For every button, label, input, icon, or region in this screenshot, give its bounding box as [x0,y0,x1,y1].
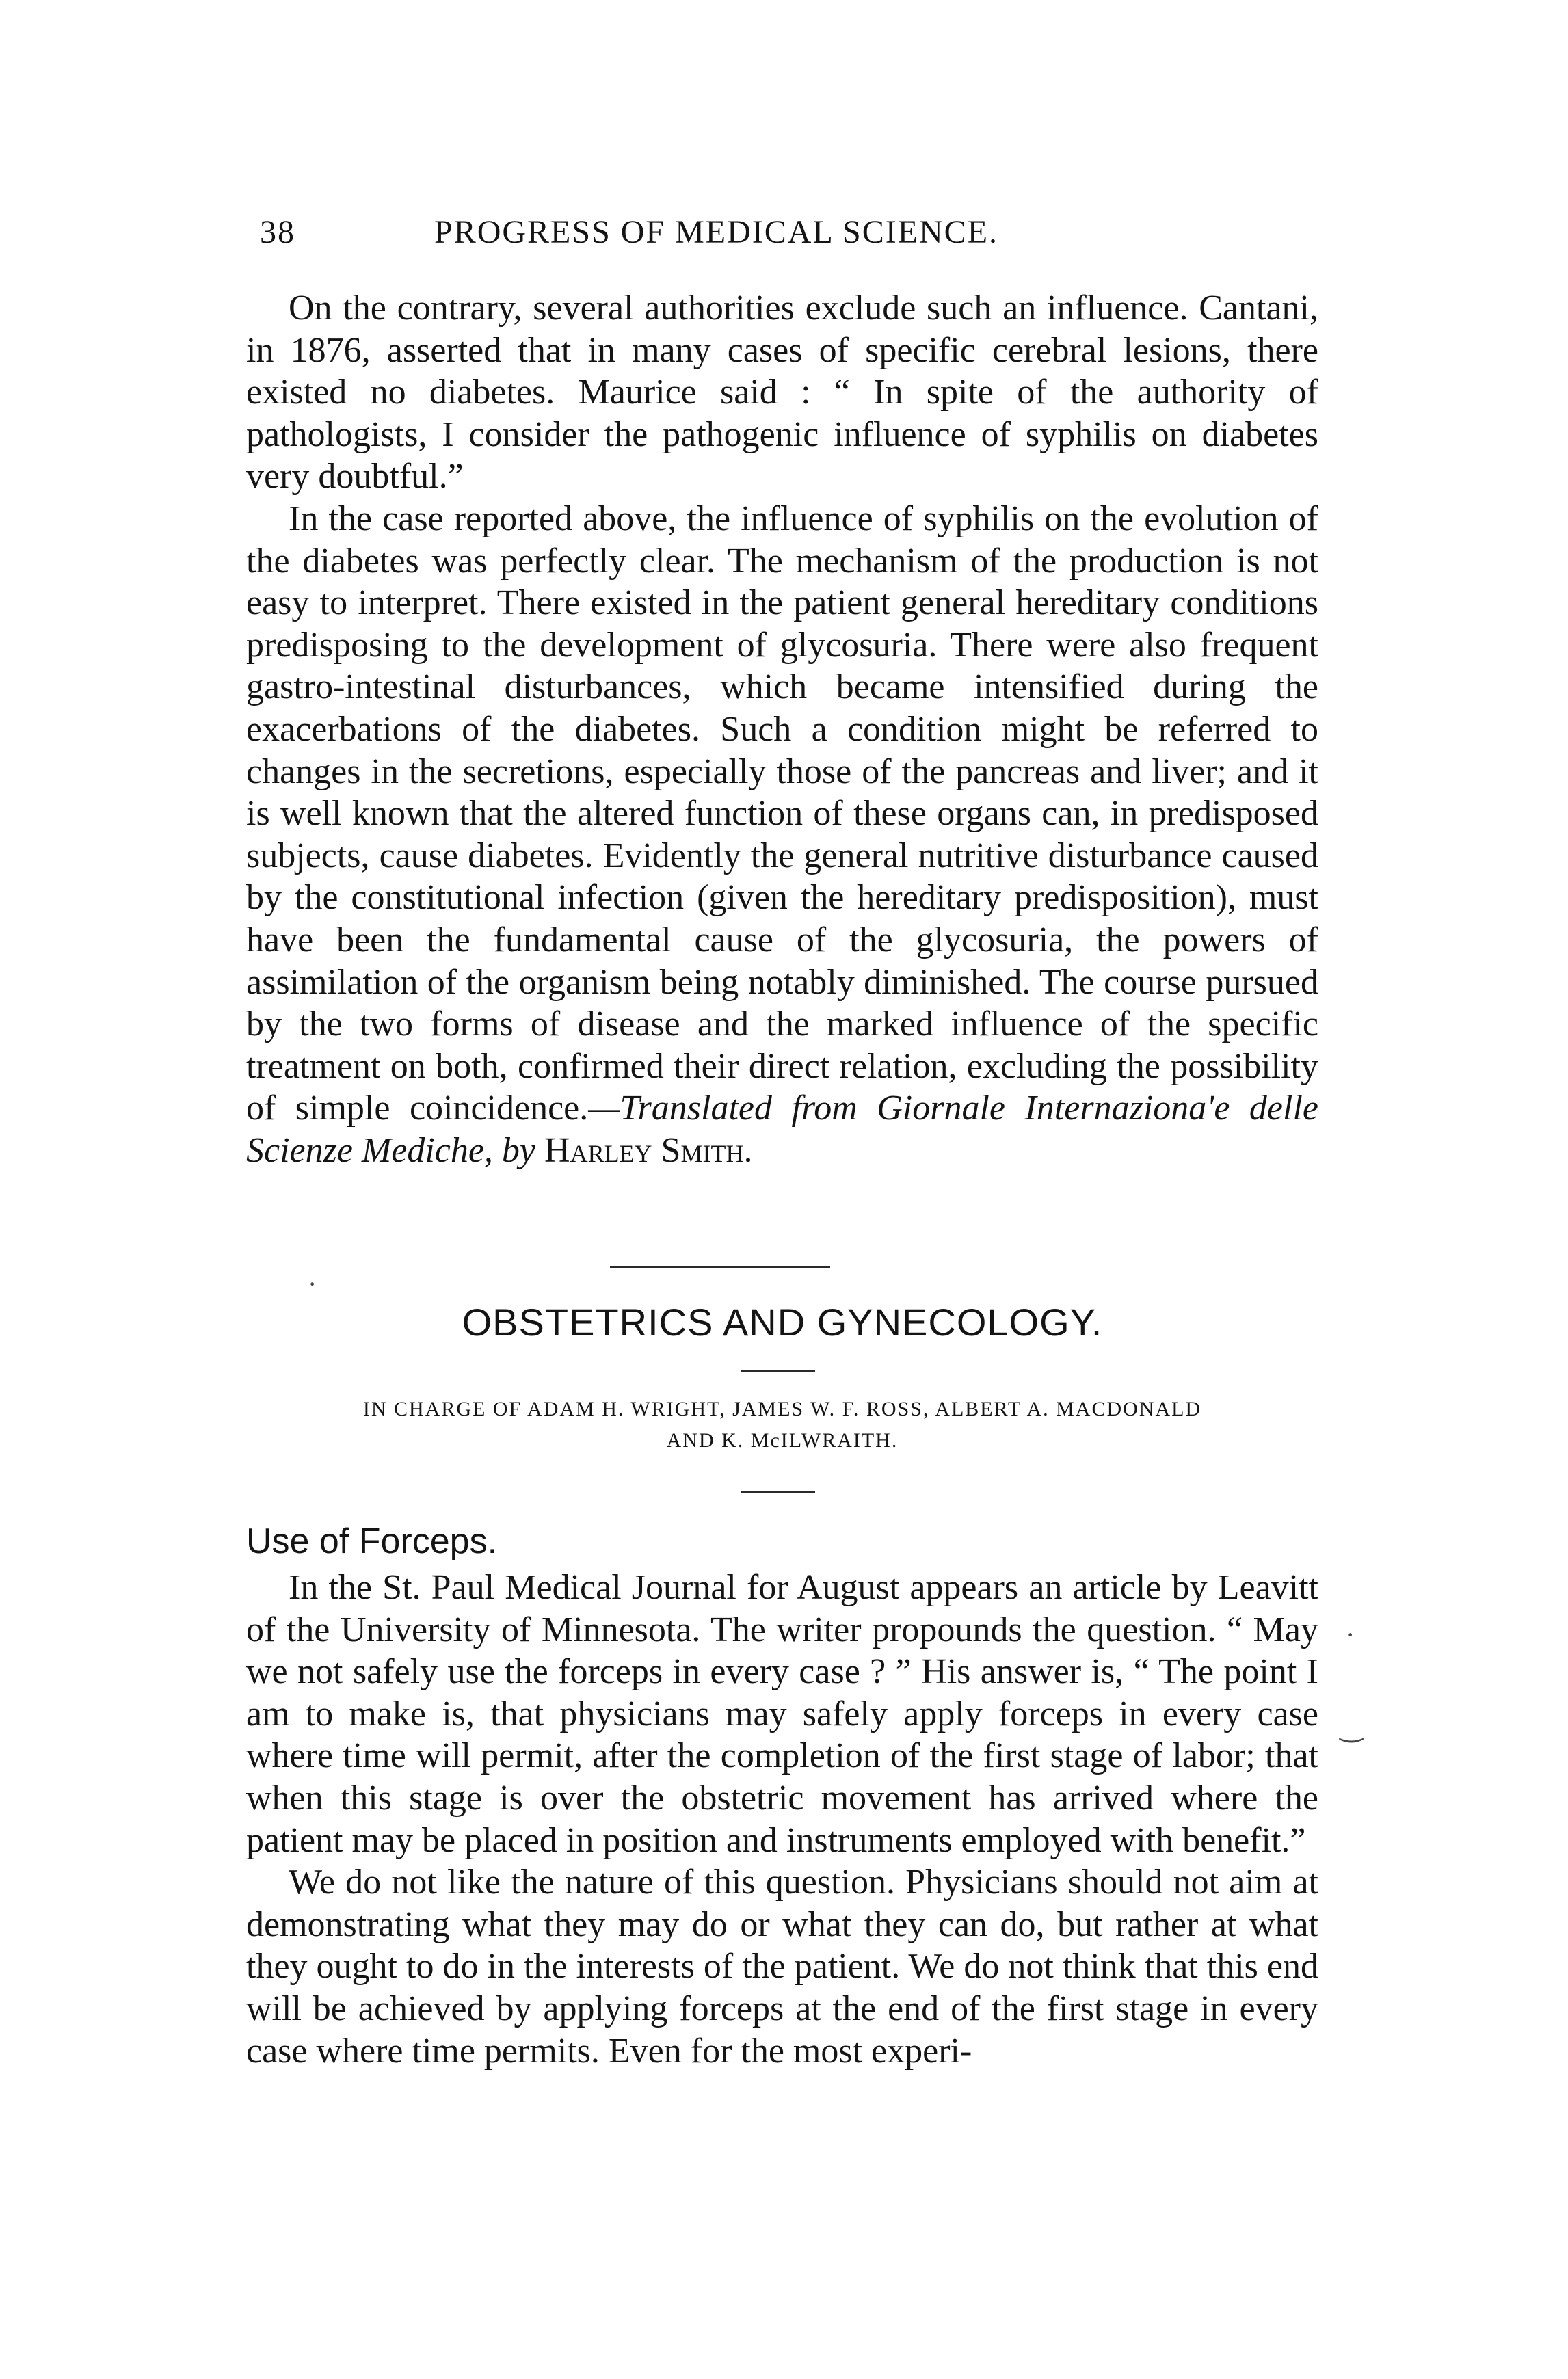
section-editors [246,1394,1318,1457]
margin-mark: · [1346,1619,1355,1650]
forceps-article-text [246,1567,1318,2072]
translator-name: Harley Smith. [544,1130,753,1170]
journal-title: PROGRESS OF MEDICAL SCIENCE. [434,214,999,250]
margin-mark: ‿ [1340,1712,1363,1742]
editors-underline-rule [741,1491,815,1493]
paragraph-with-citation [246,498,1318,1172]
diabetes-article-text [246,287,1318,1171]
source-citation: —Translated from Giornale Internaziona'e delle Scienze Mediche, by [246,1089,1318,1170]
paragraph: In the St. Paul Medical Journal for August appears an article by Leavitt of the University of Minnesota. The writer propounds the question. “ May we not safely use the forceps in every case ? ” His answer is, “ The point I am to make is, that physicians may safely apply forceps in every case where time will permit, after the completion of the first stage of labor; that when this stage is over the obstetric movement has arrived where the patient may be placed in position and instruments employed with benefit.” [246,1568,1318,1860]
editors-line: IN CHARGE OF ADAM H. WRIGHT, JAMES W. F. ROSS, ALBERT A. MACDONALD [362,1398,1202,1420]
paragraph: We do not like the nature of this question. Physicians should not aim at demonstrating what they may do or what they can do, but rather at what they ought to do in the interests of the patient. We do not think that this end will be achieved by applying forceps at the end of the first stage in every case where time permits. Even for the most experi- [246,1863,1318,2071]
section-divider-rule [610,1266,830,1268]
stray-mark: · [308,1268,317,1299]
paragraph-body: In the case reported above, the influence of syphilis on the evolution of the diabetes was perfectly clear. The mechanism of the production is not easy to interpret. There existed in the patient general hereditary conditions predisposing to the development of glycosuria. There were also frequent gastro-intestinal disturbances, which became intensified during the exacerbations of the diabetes. Such a condition might be referred to changes in the secretions, especially those of the pancreas and liver; and it is well known that the altered function of these organs can, in predisposed subjects, cause diabetes. Evidently the general nutritive disturbance caused by the constitutional infection (given the hereditary predisposition), must have been the fundamental cause of the glycosuria, the powers of assimilation of the organism being notably diminished. The course pursued by the two forms of disease and the marked influence of the specific treatment on both, confirmed their direct relation, excluding the possibility of simple coincidence. [246,499,1318,1128]
editors-line: AND K. McILWRAITH. [666,1429,899,1452]
section-heading: OBSTETRICS AND GYNECOLOGY. [462,1301,1103,1344]
page-number: 38 [260,214,295,250]
heading-underline-rule [741,1370,815,1372]
article-title: Use of Forceps. [246,1521,498,1561]
paragraph: On the contrary, several authorities exclude such an influence. Cantani, in 1876, asserted that in many cases of specific cerebral lesions, there existed no diabetes. Maurice said : “ In spite of the authority of pathologists, I consider the pathogenic influence of syphilis on diabetes very doubtful.” [246,289,1318,496]
running-head [260,205,1313,260]
